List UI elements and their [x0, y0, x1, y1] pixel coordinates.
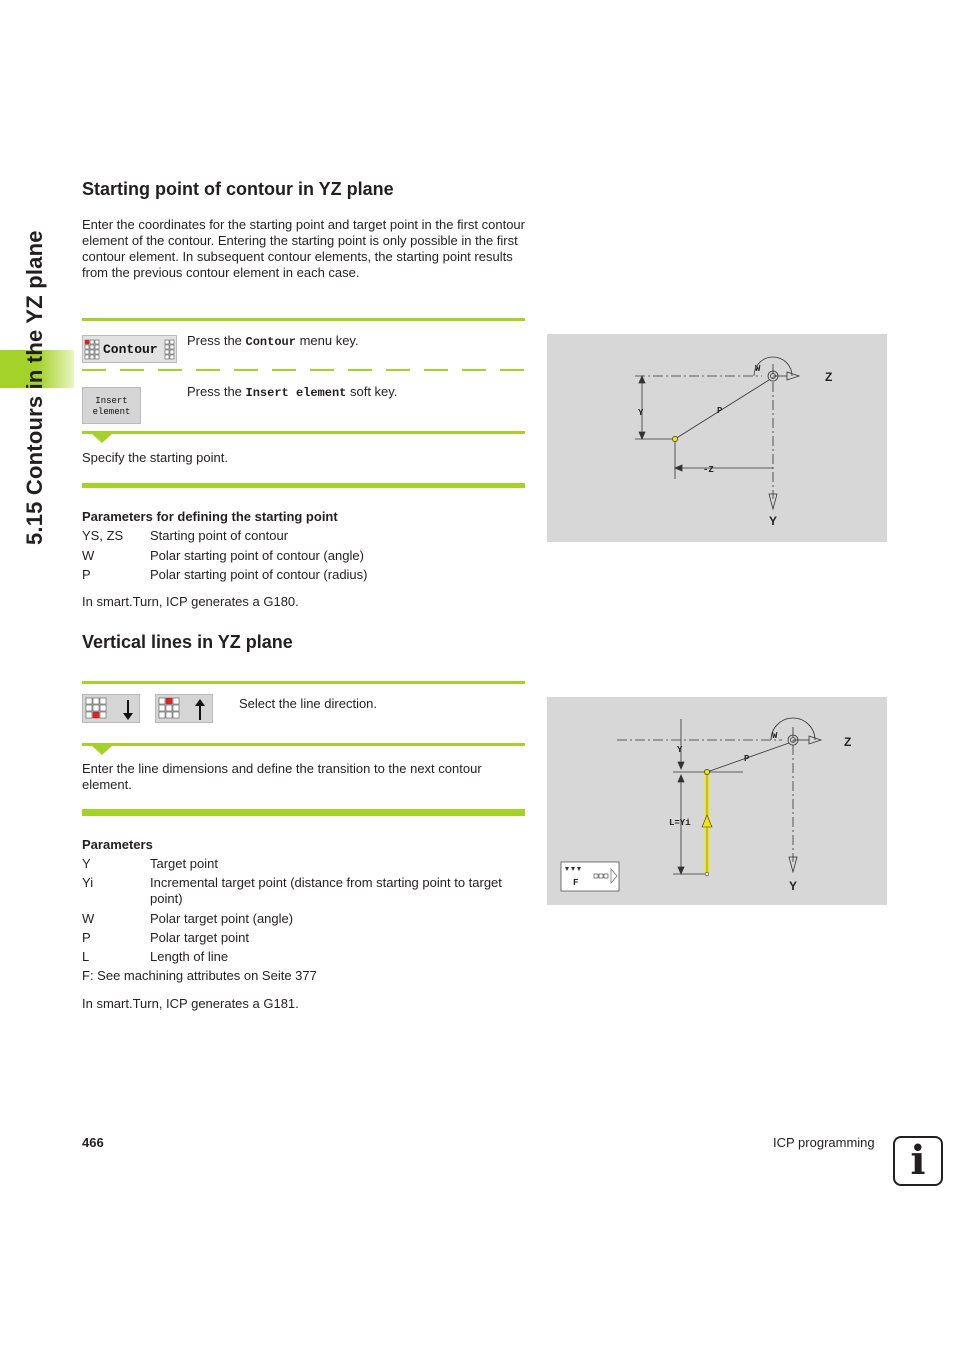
insert-element-softkey[interactable]	[82, 387, 141, 424]
step-text: Press the	[187, 384, 246, 399]
param-desc: Target point	[150, 856, 218, 871]
svg-text:P: P	[717, 406, 723, 416]
step-arrow-icon	[91, 433, 113, 443]
svg-text:Z: Z	[844, 735, 852, 749]
param-name: Y	[82, 856, 91, 871]
step-divider	[82, 681, 525, 684]
param-name: W	[82, 548, 95, 563]
param-desc: Incremental target point (distance from starting point to target point)	[150, 875, 502, 906]
chapter-title: 5.15 Contours in the YZ plane	[22, 230, 47, 545]
arrow-down-icon	[83, 695, 141, 724]
softkey-label-line1: Insert	[95, 396, 128, 406]
section-heading-starting-point: Starting point of contour in YZ plane	[82, 179, 394, 199]
page-number: 466	[82, 1135, 104, 1150]
svg-text:W: W	[755, 364, 761, 374]
param-name: YS, ZS	[82, 528, 124, 543]
param-desc: Polar target point (angle)	[150, 911, 294, 926]
step-specify-start: Specify the starting point.	[82, 450, 228, 465]
step-divider	[82, 431, 525, 434]
softkey-label-line2: element	[92, 407, 131, 417]
params-title: Parameters	[82, 837, 153, 852]
machining-attributes-note: F: See machining attributes on Seite 377	[82, 968, 317, 983]
svg-text:Z: Z	[825, 370, 833, 384]
param-desc: Starting point of contour	[150, 528, 289, 543]
svg-text:L=Yi: L=Yi	[669, 818, 691, 828]
step-press-contour	[187, 333, 359, 350]
arrow-up-icon	[156, 695, 214, 724]
step-code: Insert element	[245, 386, 347, 400]
info-icon	[893, 1136, 943, 1186]
param-desc: Length of line	[150, 949, 229, 964]
figure-starting-point	[547, 334, 887, 542]
step-end-bar	[82, 809, 525, 816]
svg-text:Y: Y	[789, 879, 798, 893]
step-code: Contour	[245, 335, 296, 349]
step-press-insert	[187, 384, 397, 401]
svg-text:Y: Y	[677, 745, 683, 755]
step-divider	[82, 318, 525, 321]
step-text: menu key.	[295, 333, 359, 348]
vertical-line-diagram	[547, 697, 887, 905]
step-text: Press the	[187, 333, 246, 348]
step-enter-dimensions: Enter the line dimensions and define the transition to the next contour element.	[82, 761, 482, 792]
svg-text:W: W	[772, 731, 778, 741]
svg-text:Y: Y	[638, 408, 644, 418]
footer-chapter: ICP programming	[773, 1135, 875, 1150]
step-divider	[82, 743, 525, 746]
param-name: Yi	[82, 875, 94, 890]
param-name: P	[82, 567, 91, 582]
figure-vertical-line	[547, 697, 887, 905]
params-title: Parameters for defining the starting point	[82, 509, 338, 524]
param-name: P	[82, 930, 91, 945]
param-desc: Polar target point	[150, 930, 250, 945]
line-up-key[interactable]	[155, 694, 213, 723]
contour-key-label: Contour	[103, 342, 158, 357]
contour-menu-key[interactable]	[82, 335, 177, 363]
step-select-direction: Select the line direction.	[239, 696, 378, 711]
svg-text:F: F	[573, 878, 579, 888]
step-arrow-icon	[91, 745, 113, 755]
svg-text:P: P	[744, 754, 750, 764]
step-text: soft key.	[346, 384, 398, 399]
step-end-bar	[82, 483, 525, 488]
param-desc: Polar starting point of contour (angle)	[150, 548, 364, 563]
param-name: L	[82, 949, 90, 964]
section-heading-vertical-lines: Vertical lines in YZ plane	[82, 632, 293, 652]
svg-text:Y: Y	[769, 514, 778, 528]
svg-text:-Z: -Z	[703, 465, 714, 475]
g-code-note: In smart.Turn, ICP generates a G180.	[82, 594, 299, 609]
g-code-note: In smart.Turn, ICP generates a G181.	[82, 996, 299, 1011]
intro-paragraph: Enter the coordinates for the starting point and target point in the first contour element of the contour. Entering the starting point is only possible in the first contour element. In subsequent contour elements, the starting point results from the previous contour element in each case.	[82, 217, 525, 280]
info-icon-letter: i	[910, 1137, 926, 1184]
param-desc: Polar starting point of contour (radius)	[150, 567, 368, 582]
line-down-key[interactable]	[82, 694, 140, 723]
param-name: W	[82, 911, 95, 926]
starting-point-diagram	[547, 334, 887, 542]
